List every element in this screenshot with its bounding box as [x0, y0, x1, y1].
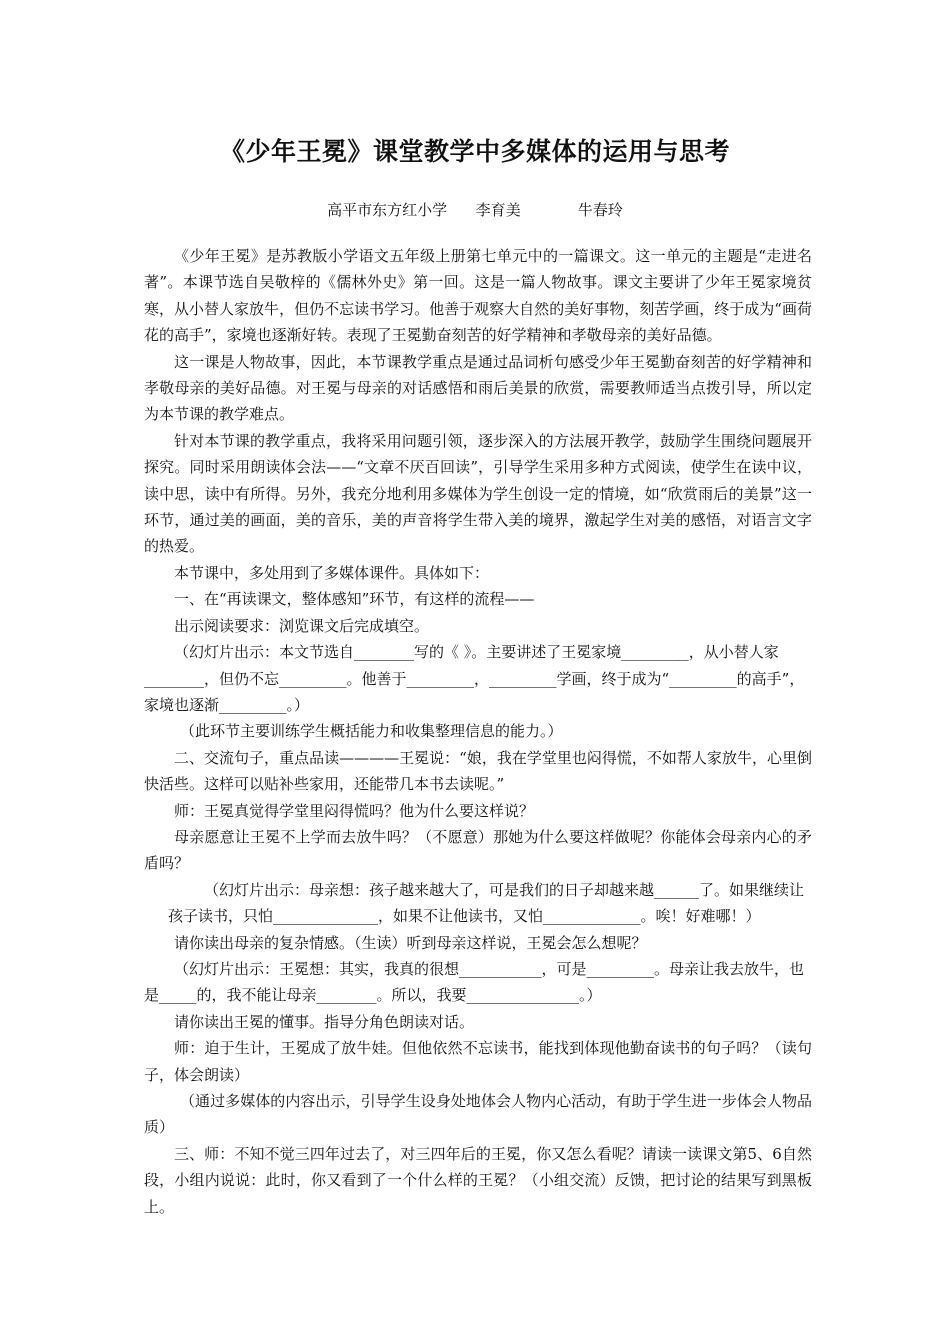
paragraph-teacher-question: 师：王冕真觉得学堂里闷得慌吗？他为什么要这样说？: [174, 801, 535, 820]
document-body: [144, 243, 812, 1220]
paragraph-multimedia-note: （通过多媒体的内容出示，引导学生设身处地体会人物内心活动，有助于学生进一步体会人物品质）: [144, 1092, 812, 1137]
paragraph-read-roles: 请你读出王冕的懂事。指导分角色朗读对话。: [174, 1012, 475, 1031]
paragraph-reading-requirement: 出示阅读要求：浏览课文后完成填空。: [174, 616, 430, 635]
paragraph-step-one: 一、在“再读课文，整体感知”环节，有这样的流程——: [174, 590, 535, 609]
author-line: 高平市东方红小学 李育美 牛春玲: [327, 201, 623, 219]
paragraph-read-mother: 请你读出母亲的复杂情感。（生读）听到母亲这样说，王冕会怎么想呢？: [174, 933, 647, 952]
paragraph-multimedia-intro: 本节课中，多处用到了多媒体课件。具体如下：: [174, 563, 490, 582]
document-title: 《少年王冕》课堂教学中多媒体的运用与思考: [219, 137, 730, 166]
paragraph-intro: 《少年王冕》是苏教版小学语文五年级上册第七单元中的一篇课文。这一单元的主题是“走进名著”。本课节选自吴敬梓的《儒林外史》第一回。这是一篇人物故事。课文主要讲了少年王冕家境贫寒，从小替人家放牛，但仍不忘读书学习。他善于观察大自然的美好事物，刻苦学画，终于成为“画荷花的高手”，家境也逐渐好转。表现了王冕勤奋刻苦的好学精神和孝敬母亲的美好品德。: [144, 247, 812, 345]
paragraph-step-three: 三、师：不知不觉三四年过去了，对三四年后的王冕，你又怎么看呢？请读一读课文第5、6自然段，小组内说说：此时，你又看到了一个什么样的王冕？（小组交流）反馈，把讨论的结果写到黑板上。: [144, 1144, 812, 1216]
paragraph-training-note: （此环节主要训练学生概括能力和收集整理信息的能力。）: [180, 722, 563, 741]
paragraph-slide-wangmian: （幻灯片出示：王冕想：其实，我真的很想___________，可是_________。母亲让我去放牛，也是_____的，我不能让母亲________。所以，我要_______________。）: [144, 959, 805, 1005]
paragraph-method: 针对本节课的教学重点，我将采用问题引领，逐步深入的方法展开教学，鼓励学生围绕问题展开探究。同时采用朗读体会法——“文章不厌百回读”，引导学生采用多种方式阅读，使学生在读中议，读中思，读中有所得。另外，我充分地利用多媒体为学生创设一定的情境，如“欣赏雨后的美景”这一环节，通过美的画面，美的音乐，美的声音将学生带入美的境界，激起学生对美的感悟，对语言文字的热爱。: [144, 431, 812, 556]
paragraph-teacher-cowherd: 师：迫于生计，王冕成了放牛娃。但他依然不忘读书，能找到体现他勤奋读书的句子吗？（读句子，体会朗读）: [144, 1039, 812, 1084]
paragraph-key-points: 这一课是人物故事，因此，本节课教学重点是通过品词析句感受少年王冕勤奋刻苦的好学精神和孝敬母亲的美好品德。对王冕与母亲的对话感悟和雨后美景的欣赏，需要教师适当点拨引导，所以定为本节课的教学难点。: [144, 352, 812, 424]
paragraph-mother-question: 母亲愿意让王冕不上学而去放牛吗？（不愿意）那她为什么要这样做呢？你能体会母亲内心的矛盾吗？: [144, 827, 812, 873]
paragraph-slide-mother: （幻灯片出示：母亲想：孩子越来越大了，可是我们的日子却越来越______了。如果继续让孩子读书，只怕______________，如果不让他读书，又怕_____________。唉！好难哪！）: [168, 880, 805, 926]
paragraph-step-two: 二、交流句子，重点品读————王冕说：“娘，我在学堂里也闷得慌，不如帮人家放牛，心里倒快活些。这样可以贴补些家用，还能带几本书去读呢。”: [144, 748, 812, 794]
paragraph-slide-fill-blank: （幻灯片出示：本文节选自________写的《 》。主要讲述了王冕家境_________，从小替人家________，但仍不忘_________。他善于_________，_________学画，终于成为“_________的高手”，家境也逐渐_________。）: [144, 643, 805, 714]
